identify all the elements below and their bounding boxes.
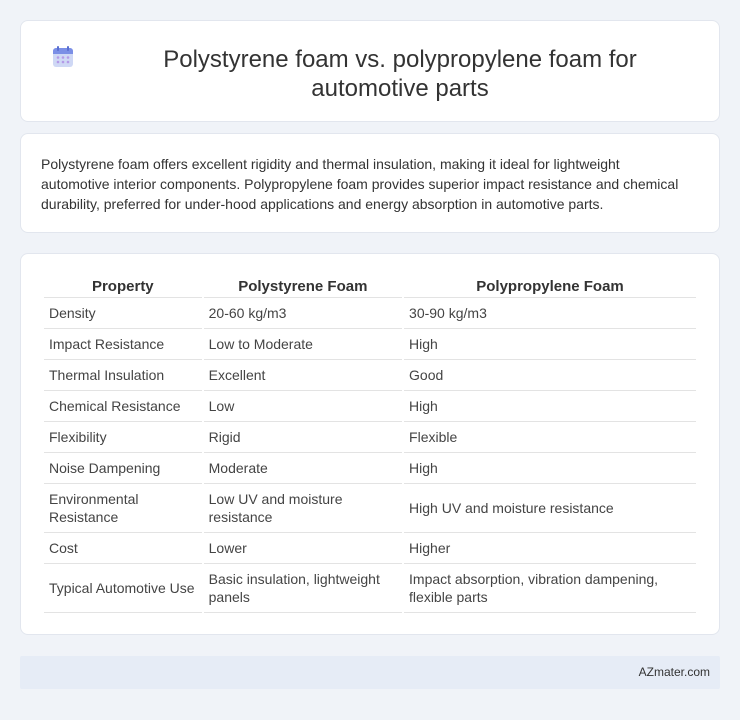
footer-brand[interactable]: AZmater.com xyxy=(638,665,710,679)
cell-polypropylene: High xyxy=(404,453,696,484)
cell-polypropylene: 30-90 kg/m3 xyxy=(404,298,696,329)
cell-polystyrene: Moderate xyxy=(204,453,402,484)
cell-property: Impact Resistance xyxy=(44,329,202,360)
comparison-table xyxy=(42,276,698,613)
cell-polystyrene: Excellent xyxy=(204,360,402,391)
cell-polypropylene: Higher xyxy=(404,533,696,564)
table-row xyxy=(44,360,696,391)
cell-polystyrene: 20-60 kg/m3 xyxy=(204,298,402,329)
header-property: Property xyxy=(44,276,202,298)
cell-polypropylene: Impact absorption, vibration dampening, flexible parts xyxy=(404,564,696,613)
cell-polystyrene: Basic insulation, lightweight panels xyxy=(204,564,402,613)
cell-polypropylene: High xyxy=(404,391,696,422)
cell-polypropylene: Good xyxy=(404,360,696,391)
cell-property: Chemical Resistance xyxy=(44,391,202,422)
table-row xyxy=(44,484,696,533)
cell-property: Environmental Resistance xyxy=(44,484,202,533)
cell-polystyrene: Low xyxy=(204,391,402,422)
header-polystyrene: Polystyrene Foam xyxy=(204,276,402,298)
table-row xyxy=(44,533,696,564)
footer-bar xyxy=(20,656,720,689)
cell-polystyrene: Rigid xyxy=(204,422,402,453)
cell-polystyrene: Lower xyxy=(204,533,402,564)
title-card xyxy=(20,20,720,122)
table-row xyxy=(44,564,696,613)
cell-property: Cost xyxy=(44,533,202,564)
comparison-card xyxy=(20,253,720,635)
cell-property: Noise Dampening xyxy=(44,453,202,484)
title-row xyxy=(51,45,699,103)
cell-polypropylene: High UV and moisture resistance xyxy=(404,484,696,533)
cell-polypropylene: Flexible xyxy=(404,422,696,453)
table-row xyxy=(44,298,696,329)
cell-property: Flexibility xyxy=(44,422,202,453)
table-row xyxy=(44,329,696,360)
table-row xyxy=(44,391,696,422)
table-row xyxy=(44,422,696,453)
page-title: Polystyrene foam vs. polypropylene foam for automotive parts xyxy=(163,46,637,102)
cell-property: Thermal Insulation xyxy=(44,360,202,391)
table-row xyxy=(44,453,696,484)
calendar-icon xyxy=(51,45,75,69)
cell-polystyrene: Low UV and moisture resistance xyxy=(204,484,402,533)
cell-property: Density xyxy=(44,298,202,329)
cell-polystyrene: Low to Moderate xyxy=(204,329,402,360)
header-polypropylene: Polypropylene Foam xyxy=(404,276,696,298)
table-header-row xyxy=(44,276,696,298)
description-card xyxy=(20,133,720,233)
cell-polypropylene: High xyxy=(404,329,696,360)
cell-property: Typical Automotive Use xyxy=(44,564,202,613)
description-text: Polystyrene foam offers excellent rigidity and thermal insulation, making it ideal for lightweight automotive interior components. Polypropylene foam provides superior impact resistance and chemical durability, preferred for under-hood applications and energy absorption in automotive parts. xyxy=(41,156,679,212)
